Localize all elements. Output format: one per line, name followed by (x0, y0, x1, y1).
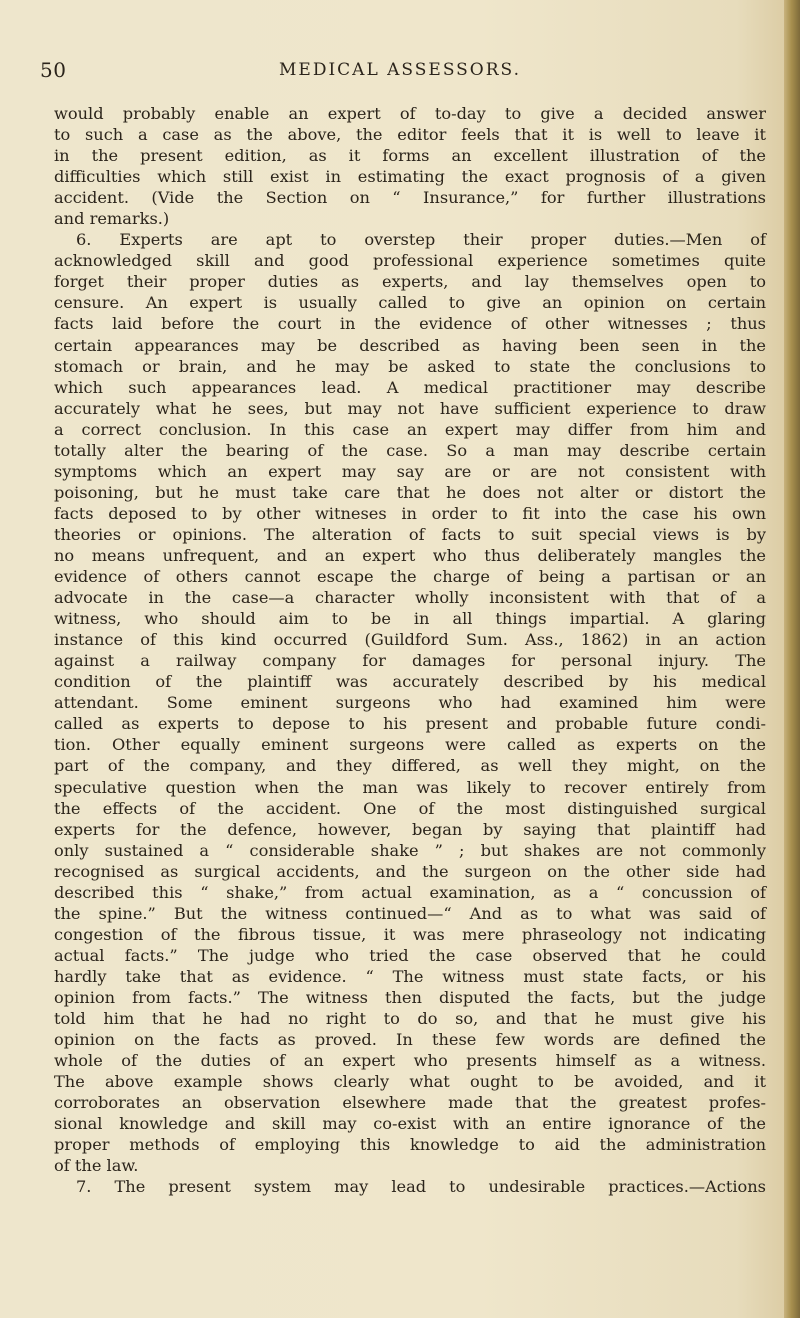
text-line: instance of this kind occurred (Guildford Sum. Ass., 1862) in an action (54, 630, 766, 650)
text-line: advocate in the case—a character wholly inconsistent with that of a (54, 588, 766, 608)
text-line: totally alter the bearing of the case. So a man may describe certain (54, 440, 766, 460)
text-line: proper methods of employing this knowledge to aid the administration (54, 1135, 766, 1155)
text-line: of the law. (54, 1156, 139, 1176)
text-line: corroborates an observation elsewhere made that the greatest profes- (54, 1093, 766, 1113)
text-line: accident. (Vide the Section on “ Insurance,” for further illustrations (54, 188, 766, 208)
text-line: opinion on the facts as proved. In these few words are defined the (54, 1030, 766, 1050)
text-line: actual facts.” The judge who tried the case observed that he could (54, 945, 766, 965)
text-line: speculative question when the man was likely to recover entirely from (54, 777, 766, 797)
text-line: whole of the duties of an expert who presents himself as a witness. (54, 1051, 766, 1071)
text-line: facts deposed to by other witneses in order to fit into the case his own (54, 503, 766, 523)
text-line: condition of the plaintiff was accurately described by his medical (54, 672, 766, 692)
text-line: to such a case as the above, the editor feels that it is well to leave it (54, 125, 766, 145)
text-line: called as experts to depose to his present and probable future condi- (54, 714, 766, 734)
text-line: congestion of the fibrous tissue, it was mere phraseology not indicating (54, 924, 766, 944)
text-line: The above example shows clearly what ought to be avoided, and it (54, 1072, 766, 1092)
running-head: MEDICAL ASSESSORS. (279, 60, 521, 80)
text-line: against a railway company for damages for personal injury. The (54, 651, 766, 671)
text-line: would probably enable an expert of to-day to give a decided answer (54, 104, 766, 123)
page-edge (784, 0, 800, 1318)
text-line: theories or opinions. The alteration of facts to suit special views is by (54, 524, 766, 544)
text-line: sional knowledge and skill may co-exist with an entire ignorance of the (54, 1114, 766, 1134)
text-line: only sustained a “ considerable shake ” ; but shakes are not commonly (54, 840, 766, 860)
page-header (40, 58, 760, 84)
text-line: described this “ shake,” from actual examination, as a “ concussion of (54, 882, 766, 902)
text-line: facts laid before the court in the evidence of other witnesses ; thus (54, 314, 766, 334)
text-line: hardly take that as evidence. “ The witness must state facts, or his (54, 966, 766, 986)
body-text (54, 103, 766, 1197)
text-line: attendant. Some eminent surgeons who had examined him were (54, 693, 766, 713)
text-line: recognised as surgical accidents, and the surgeon on the other side had (54, 861, 766, 881)
text-line: which such appearances lead. A medical practitioner may describe (54, 377, 766, 397)
text-line: the spine.” But the witness continued—“ And as to what was said of (54, 903, 766, 923)
text-line: certain appearances may be described as having been seen in the (54, 335, 766, 355)
text-line: accurately what he sees, but may not have sufficient experience to draw (54, 398, 766, 418)
text-line: witness, who should aim to be in all things impartial. A glaring (54, 609, 766, 629)
text-line: forget their proper duties as experts, and lay themselves open to (54, 272, 766, 292)
text-line: opinion from facts.” The witness then disputed the facts, but the judge (54, 987, 766, 1007)
section-heading-line: 6. Experts are apt to overstep their proper duties.—Men of (76, 230, 766, 250)
text-line: the effects of the accident. One of the most distinguished surgical (54, 798, 766, 818)
text-line: symptoms which an expert may say are or are not consistent with (54, 461, 766, 481)
text-line: tion. Other equally eminent surgeons were called as experts on the (54, 735, 766, 755)
text-line: part of the company, and they differed, as well they might, on the (54, 756, 766, 776)
text-line: stomach or brain, and he may be asked to state the conclusions to (54, 356, 766, 376)
section-heading-line: 7. The present system may lead to undesirable practices.—Actions (76, 1177, 766, 1197)
text-line: and remarks.) (54, 209, 170, 229)
text-line: censure. An expert is usually called to give an opinion on certain (54, 293, 766, 313)
text-line: experts for the defence, however, began by saying that plaintiff had (54, 819, 766, 839)
text-line: poisoning, but he must take care that he does not alter or distort the (54, 482, 766, 502)
text-line: told him that he had no right to do so, and that he must give his (54, 1009, 766, 1029)
text-line: difficulties which still exist in estimating the exact prognosis of a given (54, 167, 766, 187)
text-line: evidence of others cannot escape the charge of being a partisan or an (54, 567, 766, 587)
text-line: a correct conclusion. In this case an expert may differ from him and (54, 419, 766, 439)
page-number: 50 (40, 58, 67, 82)
text-line: in the present edition, as it forms an excellent illustration of the (54, 146, 766, 166)
text-line: no means unfrequent, and an expert who thus deliberately mangles the (54, 545, 766, 565)
text-line: acknowledged skill and good professional experience sometimes quite (54, 251, 766, 271)
